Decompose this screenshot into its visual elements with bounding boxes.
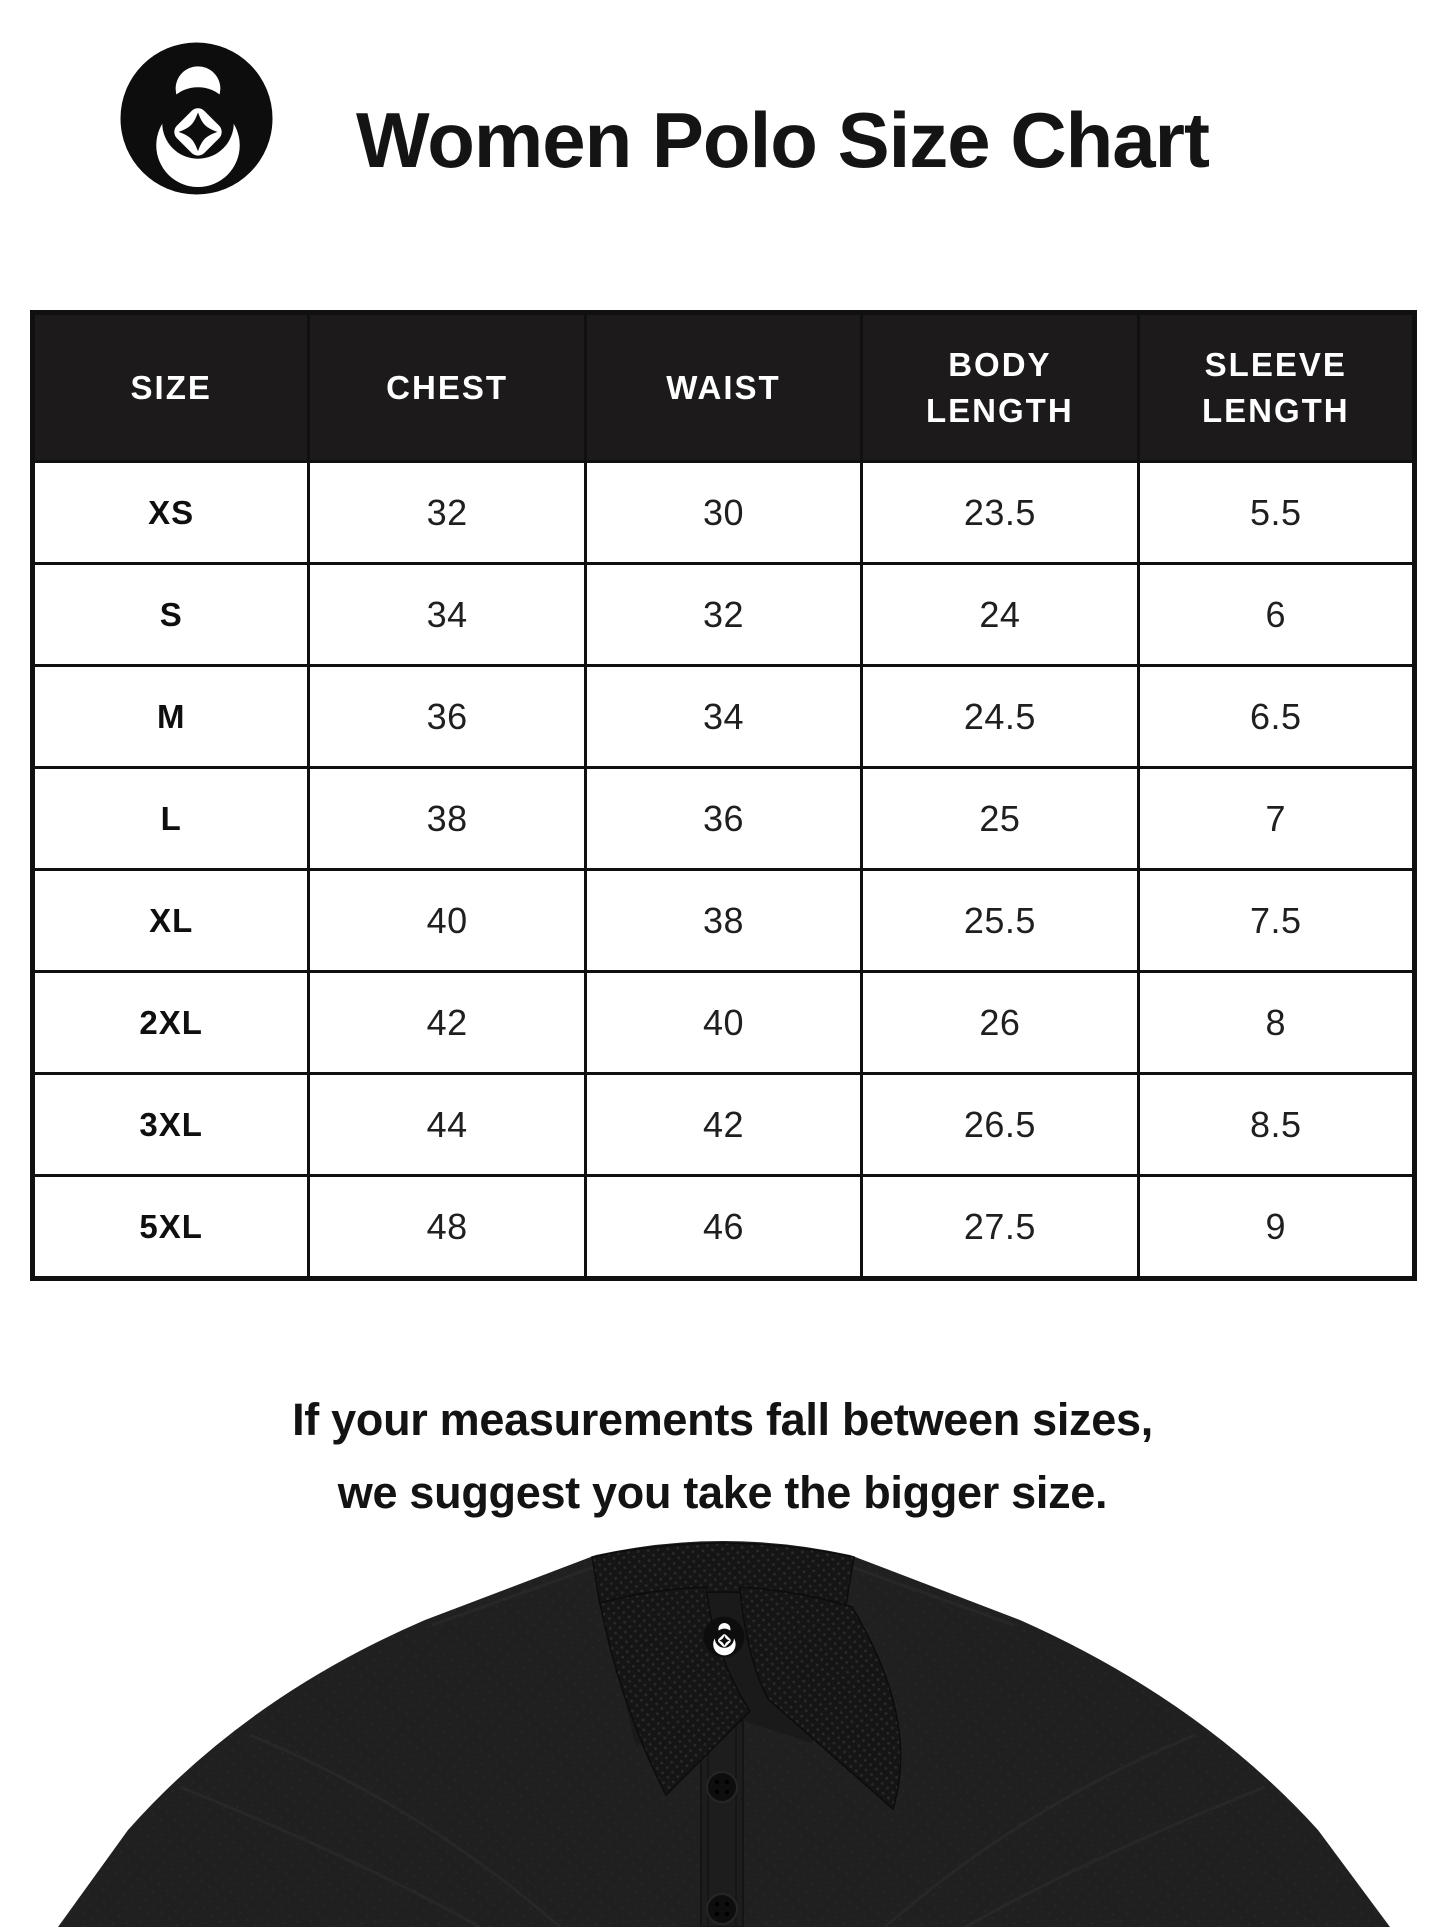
chest-cell: 40 <box>309 870 585 972</box>
body-length-cell: 25 <box>862 768 1138 870</box>
chest-cell: 36 <box>309 666 585 768</box>
shirt-button <box>707 1772 737 1802</box>
waist-cell: 32 <box>585 564 861 666</box>
body-length-cell: 23.5 <box>862 462 1138 564</box>
sleeve-length-cell: 9 <box>1138 1176 1414 1279</box>
body-length-cell: 26.5 <box>862 1074 1138 1176</box>
table-row <box>33 564 1415 666</box>
waist-cell: 30 <box>585 462 861 564</box>
size-cell: S <box>33 564 309 666</box>
table-row <box>33 972 1415 1074</box>
waist-cell: 46 <box>585 1176 861 1279</box>
chest-cell: 38 <box>309 768 585 870</box>
waist-cell: 36 <box>585 768 861 870</box>
size-chart <box>30 310 1417 1281</box>
body-length-cell: 25.5 <box>862 870 1138 972</box>
brand-logo-icon <box>119 41 274 196</box>
size-cell: 2XL <box>33 972 309 1074</box>
chest-cell: 44 <box>309 1074 585 1176</box>
sleeve-length-cell: 8 <box>1138 972 1414 1074</box>
sleeve-length-cell: 6.5 <box>1138 666 1414 768</box>
sizing-note-line1: If your measurements fall between sizes, <box>292 1394 1153 1445</box>
chest-cell: 32 <box>309 462 585 564</box>
page-title: Women Polo Size Chart <box>356 96 1209 184</box>
waist-cell: 40 <box>585 972 861 1074</box>
sizing-note-line2: we suggest you take the bigger size. <box>337 1467 1108 1518</box>
waist-cell: 42 <box>585 1074 861 1176</box>
body-length-cell: 24.5 <box>862 666 1138 768</box>
polo-shirt-image <box>0 1525 1445 1927</box>
chest-cell: 42 <box>309 972 585 1074</box>
size-cell: XS <box>33 462 309 564</box>
table-row <box>33 1176 1415 1279</box>
size-cell: 3XL <box>33 1074 309 1176</box>
sleeve-length-cell: 7.5 <box>1138 870 1414 972</box>
column-header-sleeve-length: SLEEVE LENGTH <box>1138 313 1414 462</box>
waist-cell: 38 <box>585 870 861 972</box>
size-chart-table <box>30 310 1417 1281</box>
sleeve-length-cell: 8.5 <box>1138 1074 1414 1176</box>
body-length-cell: 27.5 <box>862 1176 1138 1279</box>
table-header-row <box>33 313 1415 462</box>
column-header-size: SIZE <box>33 313 309 462</box>
body-length-cell: 26 <box>862 972 1138 1074</box>
sleeve-length-cell: 5.5 <box>1138 462 1414 564</box>
column-header-chest: CHEST <box>309 313 585 462</box>
size-cell: 5XL <box>33 1176 309 1279</box>
shirt-button <box>707 1894 737 1924</box>
table-row <box>33 462 1415 564</box>
size-cell: M <box>33 666 309 768</box>
chest-cell: 48 <box>309 1176 585 1279</box>
size-cell: L <box>33 768 309 870</box>
brand-logo-tag-icon <box>704 1617 745 1658</box>
body-length-cell: 24 <box>862 564 1138 666</box>
column-header-waist: WAIST <box>585 313 861 462</box>
sleeve-length-cell: 6 <box>1138 564 1414 666</box>
chest-cell: 34 <box>309 564 585 666</box>
sizing-note <box>0 1383 1445 1529</box>
table-row <box>33 666 1415 768</box>
table-row <box>33 1074 1415 1176</box>
table-row <box>33 870 1415 972</box>
column-header-body-length: BODY LENGTH <box>862 313 1138 462</box>
sleeve-length-cell: 7 <box>1138 768 1414 870</box>
table-row <box>33 768 1415 870</box>
size-cell: XL <box>33 870 309 972</box>
waist-cell: 34 <box>585 666 861 768</box>
